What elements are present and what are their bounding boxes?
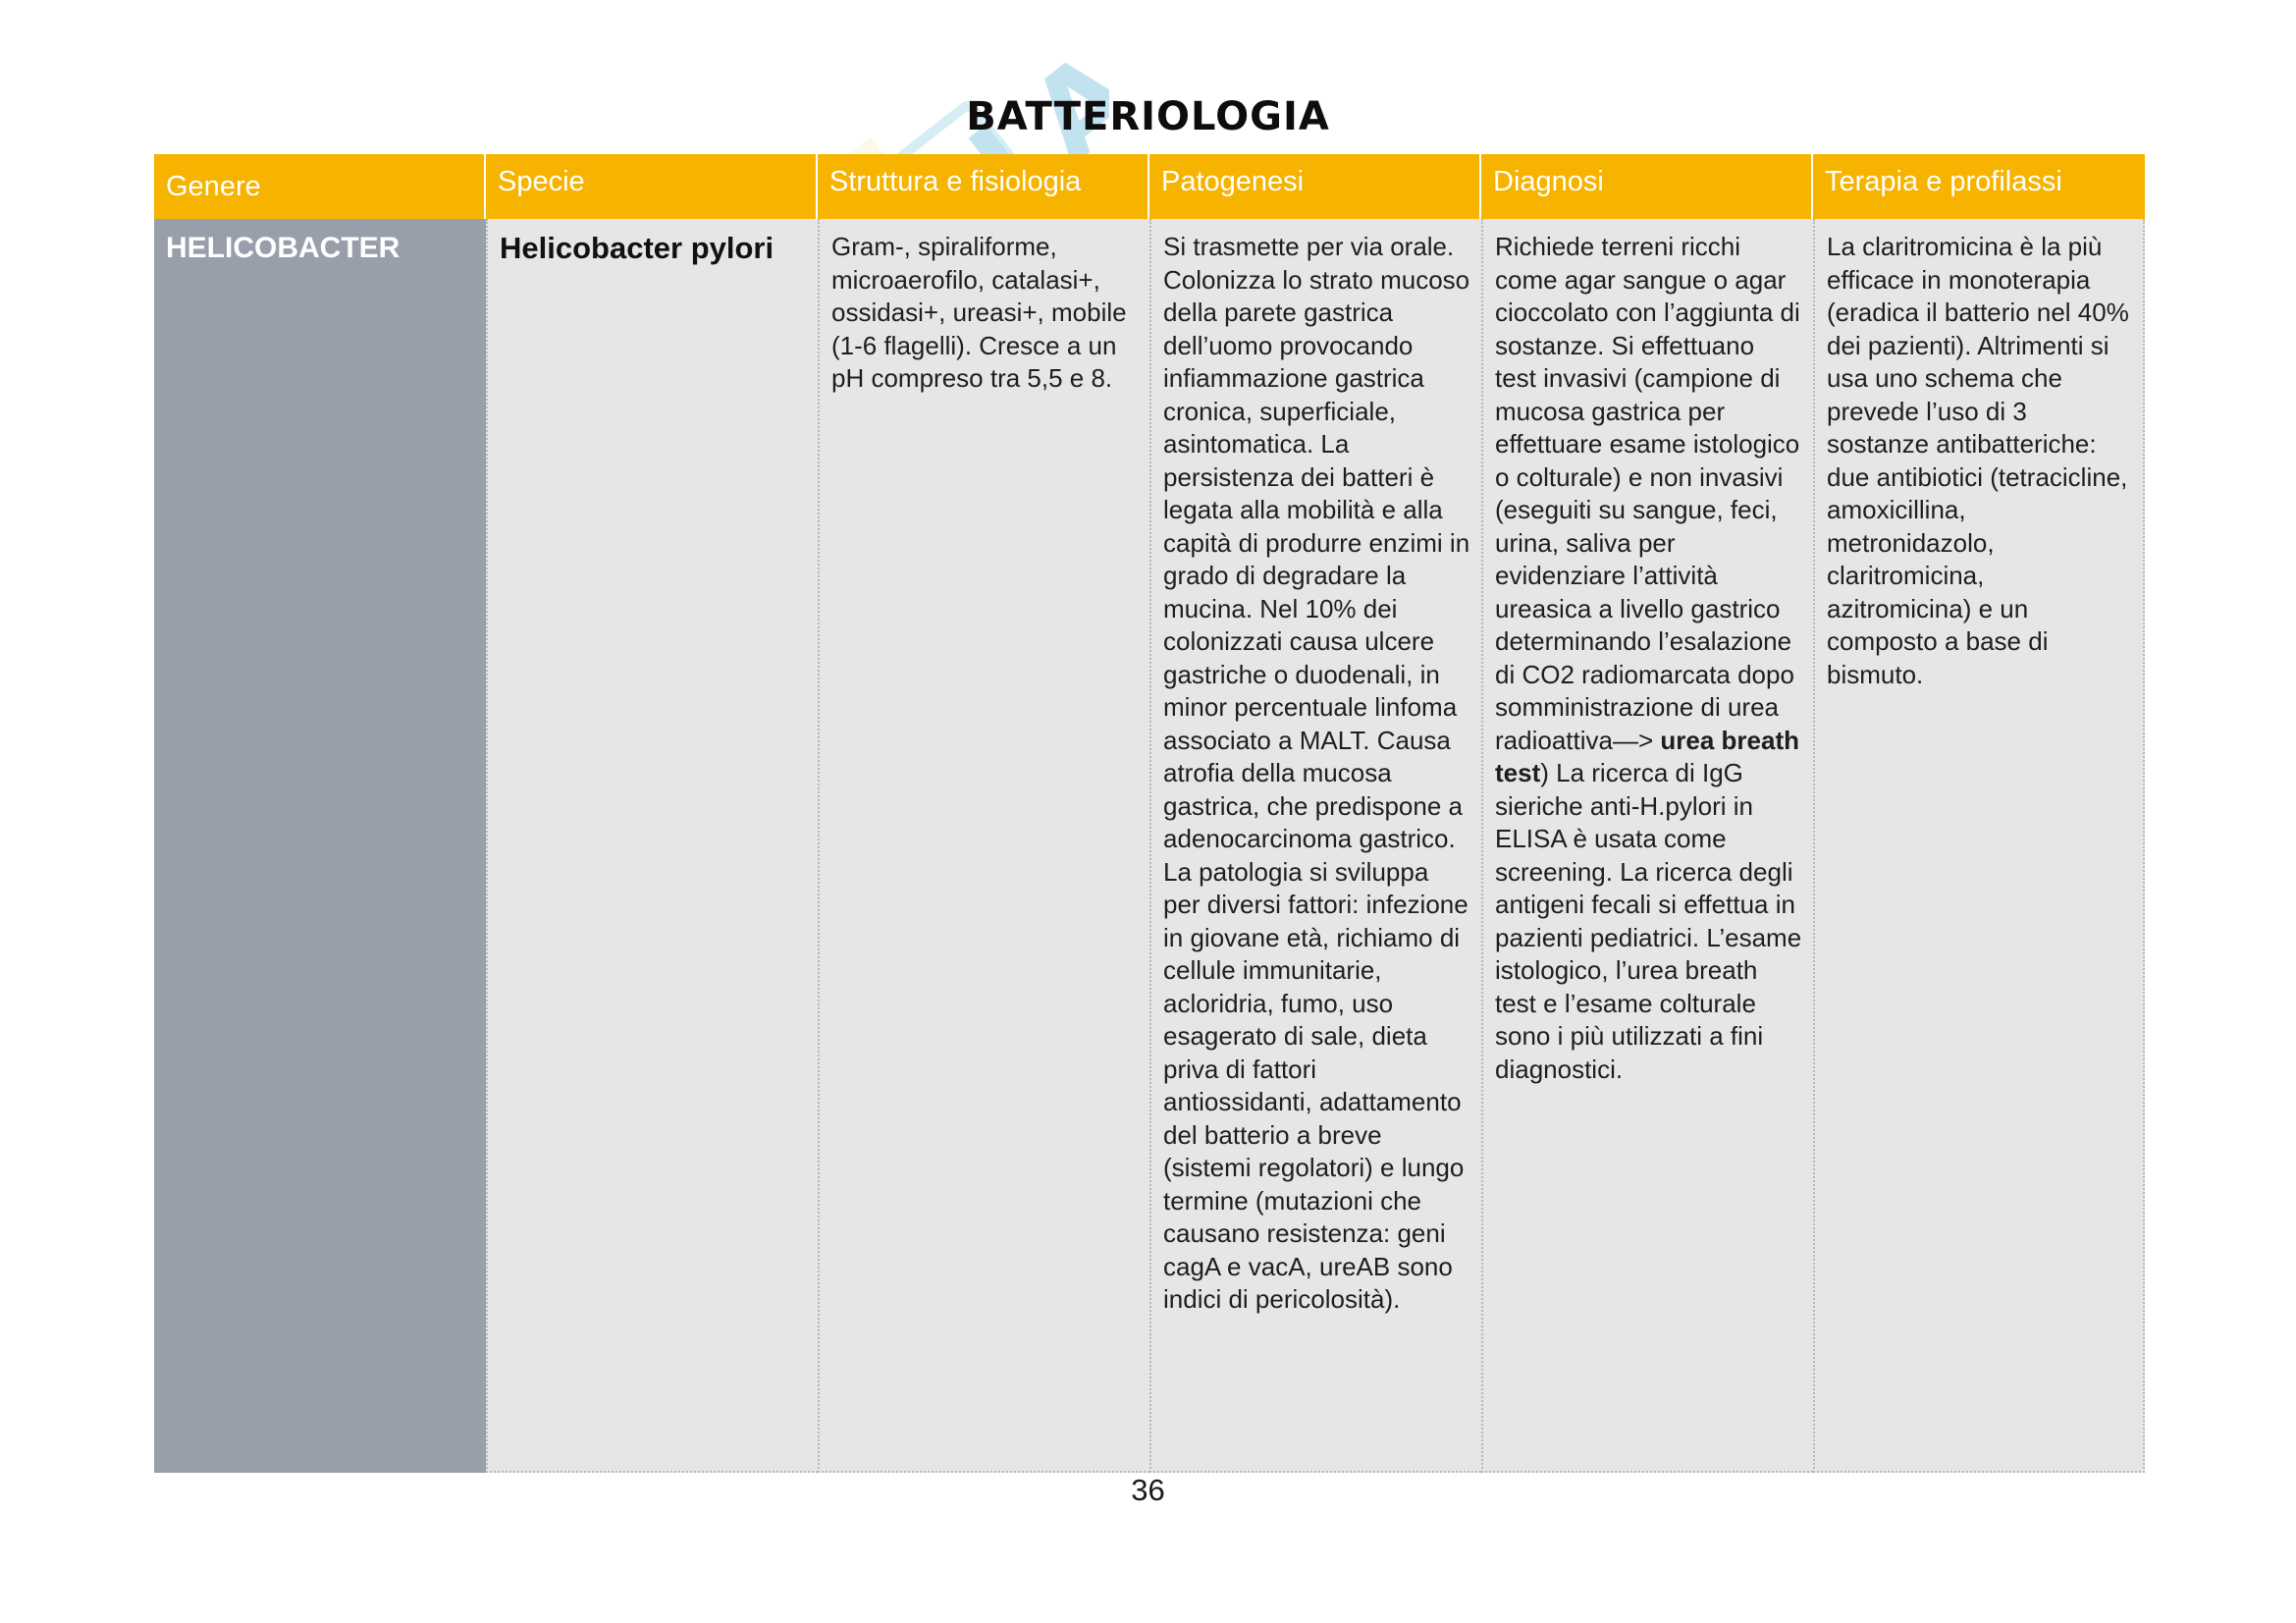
header-struttura: Struttura e fisiologia [818,154,1149,219]
header-diagnosi: Diagnosi [1481,154,1813,219]
diagnosi-text-part1: Richiede terreni ricchi come agar sangue o agar cioccolato con l’aggiunta di sostanze. Si effettuano test invasivi (campione di mucosa gastrica per effettuare esame istologico o colturale) e non invasivi (eseguiti su sangue, feci, urina, saliva per evidenziare l’attività ureasica a livello gastrico determinando l’esalazione di CO2 radiomarcata dopo somministrazione di urea radioattiva—> [1495,232,1800,755]
cell-terapia: La claritromicina è la più efficace in monoterapia (eradica il batterio nel 40% dei pazienti). Altrimenti si usa uno schema che prevede l’uso di 3 sostanze antibatteriche: due antibiotici (tetracicline, amoxicillina, metronidazolo, claritromicina, azitromicina) e un composto a base di bismuto. [1813,219,2145,1473]
header-patogenesi: Patogenesi [1149,154,1481,219]
header-genere: Genere [154,154,486,219]
cell-genere: HELICOBACTER [154,219,486,1473]
cell-diagnosi [1481,219,1813,1473]
bacteriology-table [154,154,2145,1473]
diagnosi-text-part2: ) La ricerca di IgG sieriche anti-H.pylori in ELISA è usata come screening. La ricerca degli antigeni fecali si effettua in pazienti pediatrici. L’esame istologico, l’urea breath test e l’esame colturale sono i più utilizzati a fini diagnostici. [1495,758,1802,1084]
cell-specie: Helicobacter pylori [486,219,818,1473]
page-number: 36 [1131,1473,1165,1507]
diagnosi-urea-breath-test: urea breath test [1495,725,1799,787]
header-specie: Specie [486,154,818,219]
cell-struttura: Gram-, spiraliforme, microaerofilo, catalasi+, ossidasi+, ureasi+, mobile (1-6 flagelli). Cresce a un pH compreso tra 5,5 e 8. [818,219,1149,1473]
header-terapia: Terapia e profilassi [1813,154,2145,219]
cell-patogenesi: Si trasmette per via orale. Colonizza lo strato mucoso della parete gastrica dell’uomo provocando infiammazione gastrica cronica, superficiale, asintomatica. La persistenza dei batteri è legata alla mobilità e alla capità di produrre enzimi in grado di degradare la mucina. Nel 10% dei colonizzati causa ulcere gastriche o duodenali, in minor percentuale linfoma associato a MALT. Causa atrofia della mucosa gastrica, che predispone a adenocarcinoma gastrico. La patologia si sviluppa per diversi fattori: infezione in giovane età, richiamo di cellule immunitarie, acloridria, fumo, uso esagerato di sale, dieta priva di fattori antiossidanti, adattamento del batterio a breve (sistemi regolatori) e lungo termine (mutazioni che causano resistenza: geni cagA e vacA, ureAB sono indici di pericolosità). [1149,219,1481,1473]
page-title: BATTERIOLOGIA [966,94,1330,139]
